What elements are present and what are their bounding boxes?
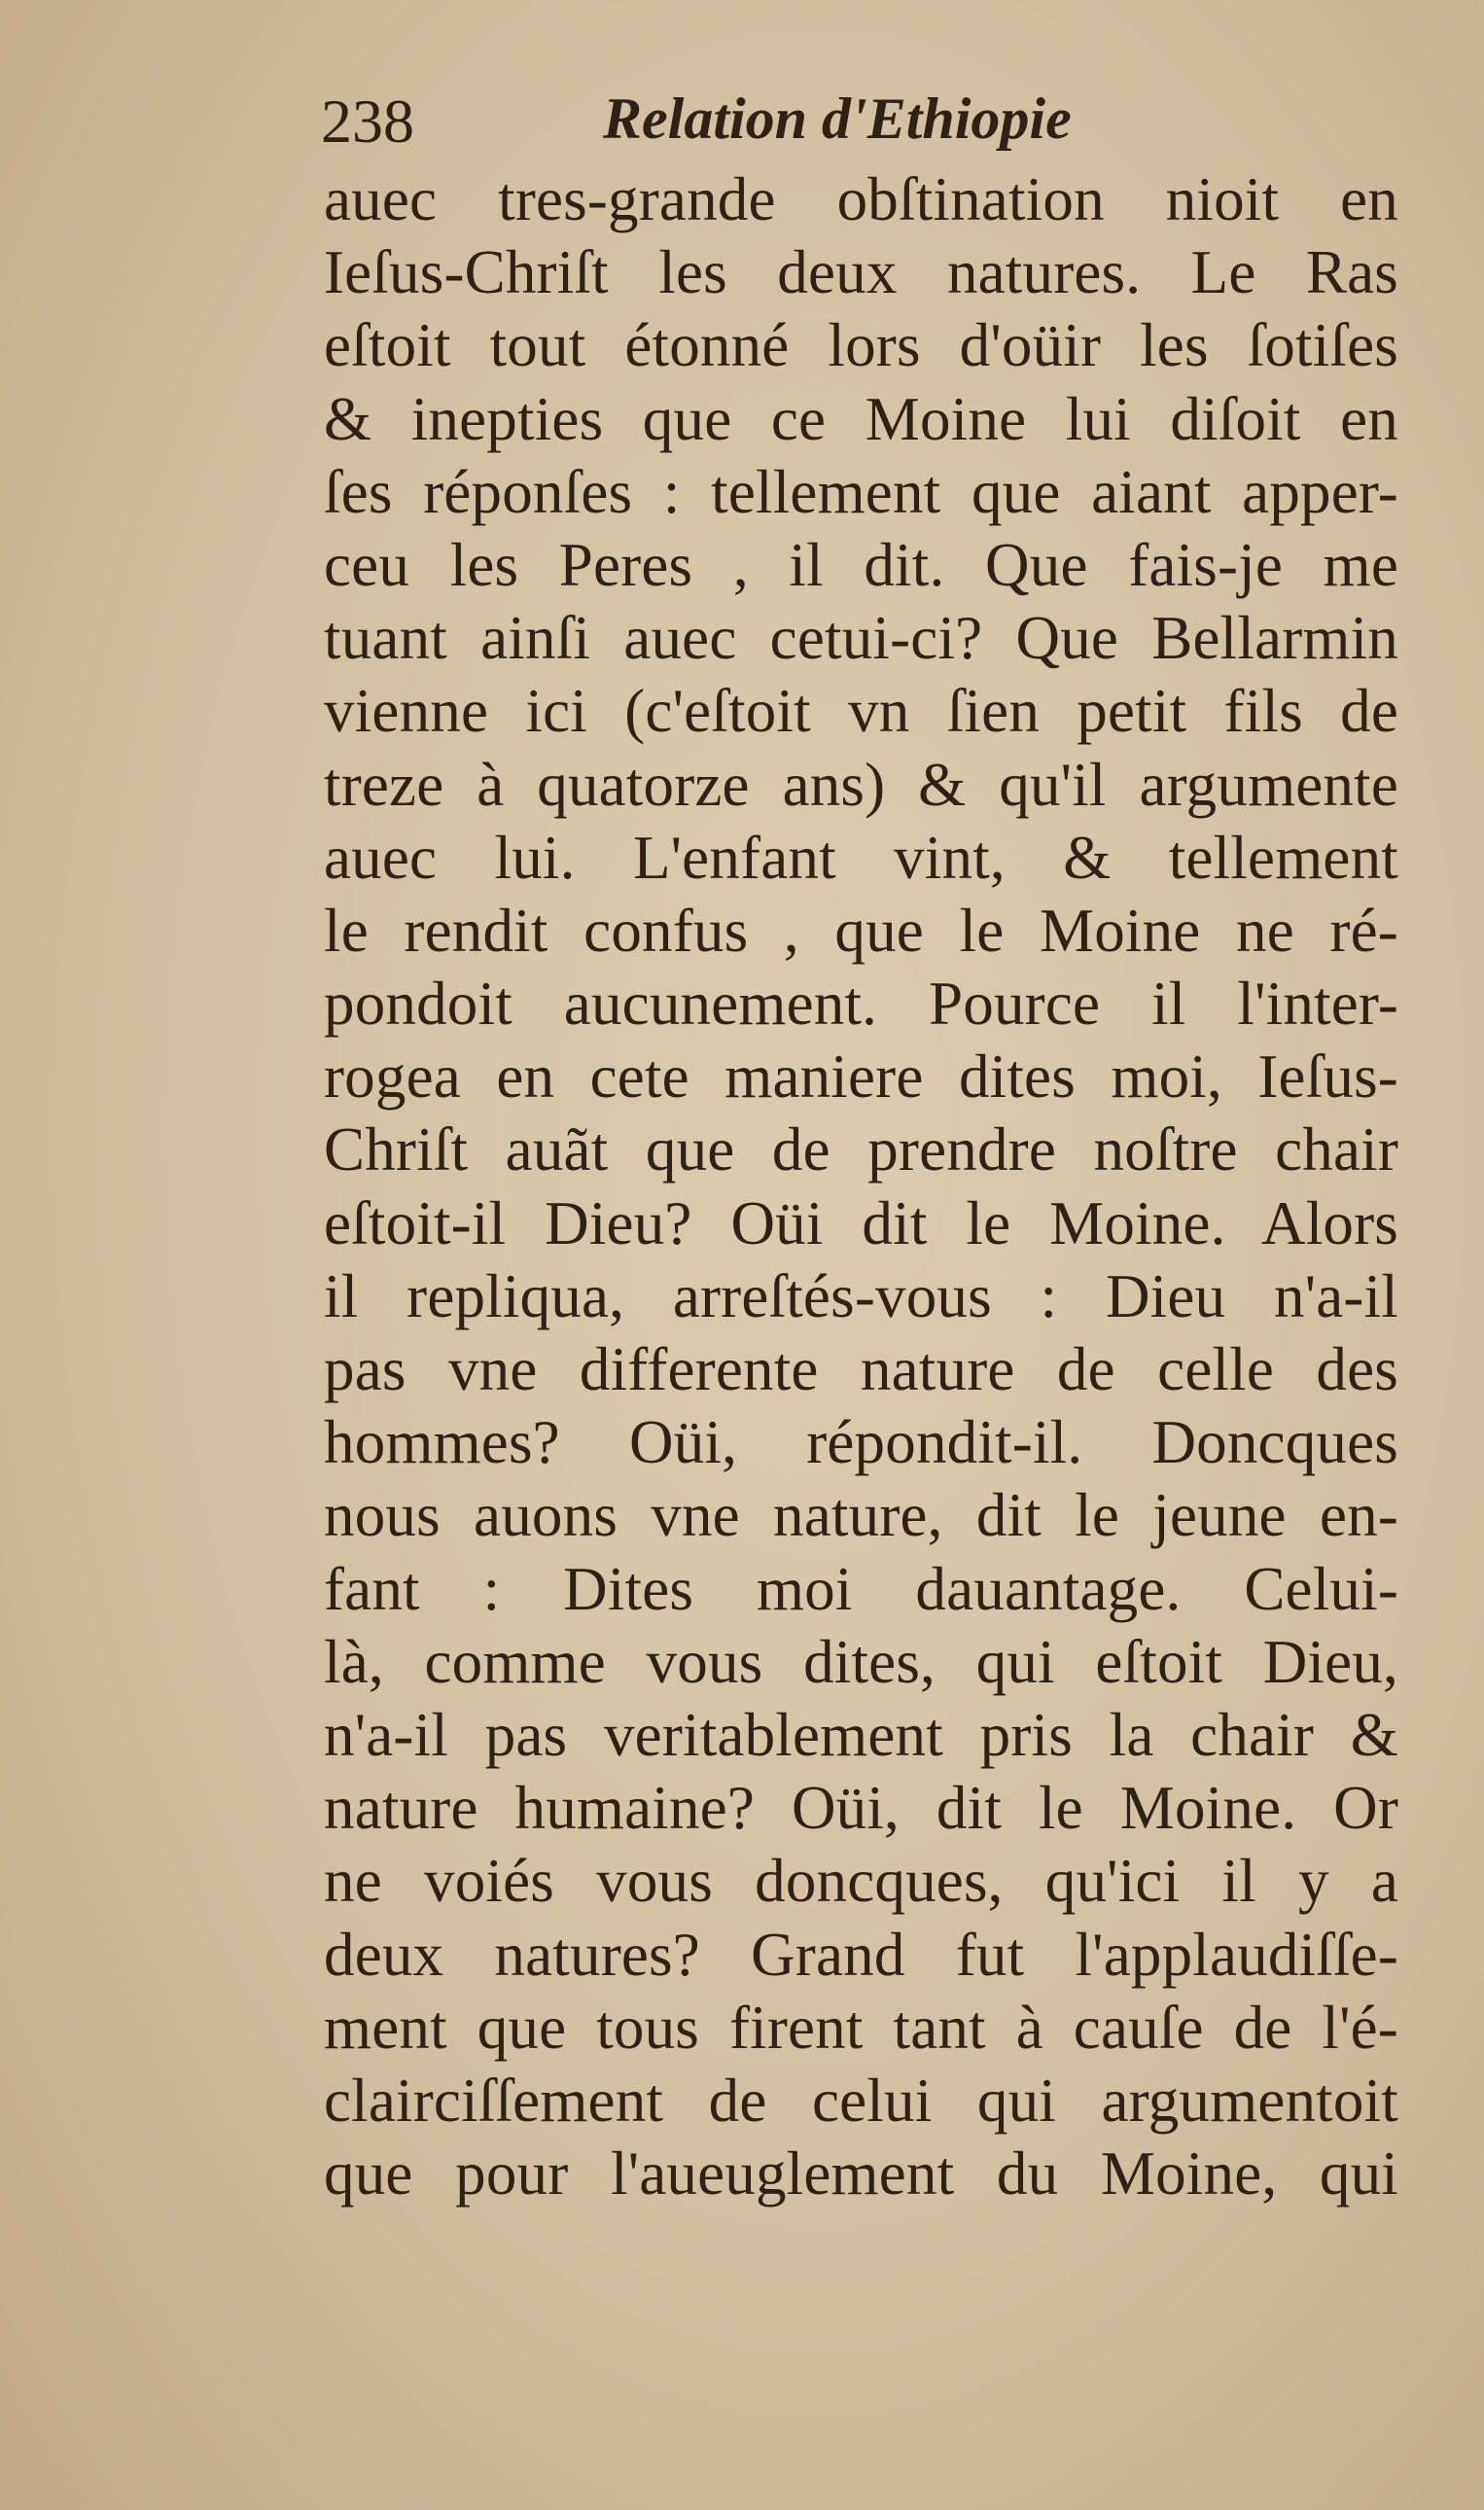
text-line: n'a-il pas veritablement pris la chair & xyxy=(324,1700,1398,1769)
text-line: nous auons vne nature, dit le jeune en- xyxy=(324,1481,1398,1550)
text-line: tuant ainſi auec cetui-ci? Que Bellarmin xyxy=(324,604,1398,673)
text-line: eſtoit tout étonné lors d'oüir les ſotiſes xyxy=(324,311,1398,380)
text-line: Ieſus-Chriſt les deux natures. Le Ras xyxy=(324,238,1398,307)
text-line: fant : Dites moi dauantage. Celui- xyxy=(324,1554,1398,1623)
text-line: treze à quatorze ans) & qu'il argumente xyxy=(324,750,1398,819)
page-header xyxy=(321,86,1400,163)
text-line: vienne ici (c'eſtoit vn ſien petit fils de xyxy=(324,677,1398,746)
text-line: ſes réponſes : tellement que aiant apper- xyxy=(324,457,1398,526)
text-line: pas vne differente nature de celle des xyxy=(324,1335,1398,1403)
text-line: ceu les Peres , il dit. Que fais-je me xyxy=(324,530,1398,599)
text-line: pondoit aucunement. Pource il l'inter- xyxy=(324,970,1398,1039)
text-line: ment que tous firent tant à cauſe de l'é- xyxy=(324,1993,1398,2062)
text-line: nature humaine? Oüi, dit le Moine. Or xyxy=(324,1774,1398,1843)
text-line: Chriſt auãt que de prendre noſtre chair xyxy=(324,1115,1398,1184)
running-title: Relation d'Ethiopie xyxy=(603,87,1072,151)
text-line: deux natures? Grand fut l'applaudiſſe- xyxy=(324,1920,1398,1989)
text-line: que pour l'aueuglement du Moine, qui xyxy=(324,2139,1398,2209)
text-line: là, comme vous dites, qui eſtoit Dieu, xyxy=(324,1627,1398,1696)
body-text xyxy=(324,163,1398,2210)
text-line: le rendit confus , que le Moine ne ré- xyxy=(324,896,1398,965)
text-line: & inepties que ce Moine lui diſoit en xyxy=(324,384,1398,453)
text-line: auec tres-grande obſtination nioit en xyxy=(324,165,1398,233)
text-line: rogea en cete maniere dites moi, Ieſus- xyxy=(324,1043,1398,1112)
text-line: clairciſſement de celui qui argumentoit xyxy=(324,2066,1398,2135)
text-line: auec lui. L'enfant vint, & tellement xyxy=(324,823,1398,892)
text-line: ne voiés vous doncques, qu'ici il y a xyxy=(324,1847,1398,1916)
text-line: il repliqua, arreſtés-vous : Dieu n'a-il xyxy=(324,1261,1398,1330)
text-line: eſtoit-il Dieu? Oüi dit le Moine. Alors xyxy=(324,1188,1398,1257)
text-line: hommes? Oüi, répondit-il. Doncques xyxy=(324,1408,1398,1477)
page-number: 238 xyxy=(321,87,414,156)
